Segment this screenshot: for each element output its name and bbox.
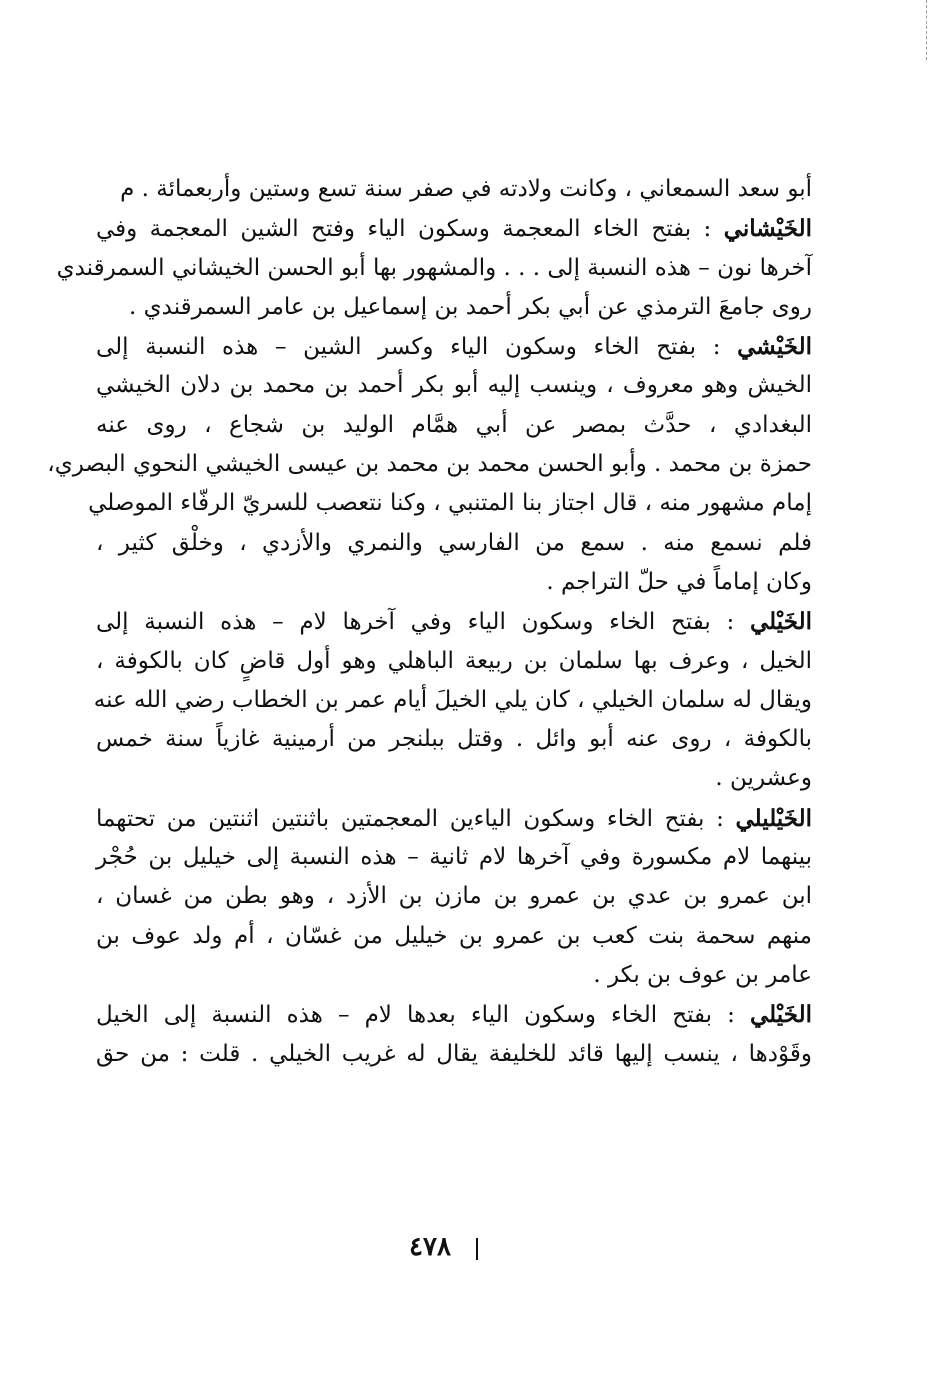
- entry-text: : بفتح الخاء وسكون الياء وكسر الشين – هذه النسبة إلى: [96, 334, 738, 361]
- text-line: [96, 602, 812, 641]
- entry-khayli-1: [93, 602, 812, 798]
- text-column: [47, 170, 812, 1074]
- page-edge-mark: [926, 0, 933, 60]
- entry-khayshani: [56, 209, 812, 327]
- text-line: روى جامعَ الترمذي عن أبي بكر أحمد بن إسماعيل بن عامر السمرقندي .: [129, 293, 812, 320]
- text-line: وقَوْدها ، ينسب إليها قائد للخليفة يقال له غريب الخيلي . قلت : من حق: [96, 1040, 812, 1067]
- text-line: عامر بن عوف بن بكر .: [593, 961, 812, 988]
- entry-text: : بفتح الخاء وسكون الياء بعدها لام – هذه النسبة إلى الخيل: [96, 1002, 751, 1029]
- page-number: ٤٧٨: [409, 1232, 451, 1262]
- text-line: ويقال له سلمان الخيلي ، كان يلي الخيلَ أيام عمر بن الخطاب رضي الله عنه: [93, 686, 812, 713]
- text-line: وعشرين .: [715, 765, 812, 792]
- text-line: فلم نسمع منه . سمع من الفارسي والنمري والأزدي ، وخلْق كثير ،: [96, 529, 812, 556]
- entry-headword: الخَيْشي: [737, 333, 812, 361]
- text-line: [96, 327, 812, 366]
- text-line: [96, 799, 812, 838]
- text-line: ابن عمرو بن عدي بن عمرو بن مازن بن الأزد ، وهو بطن من غسان ،: [96, 883, 812, 910]
- text-line: آخرها نون – هذه النسبة إلى . . . والمشهور بها أبو الحسن الخيشاني السمرقندي: [56, 254, 812, 281]
- entry-headword: الخَيْلي: [750, 1001, 812, 1029]
- text-line: حمزة بن محمد . وأبو الحسن محمد بن محمد بن عيسى الخيشي النحوي البصري،: [47, 451, 812, 478]
- text-line: وكان إماماً في حلّ التراجم .: [546, 568, 812, 595]
- text-line: [96, 209, 812, 248]
- entry-khayshi: [47, 327, 812, 602]
- entry-khaylili: [96, 799, 812, 995]
- text-line: أبو سعد السمعاني ، وكانت ولادته في صفر سنة تسع وستين وأربعمائة . م: [120, 176, 812, 202]
- entry-text: : بفتح الخاء وسكون الياءين المعجمتين باثنتين اثنتين من تحتهما: [96, 805, 736, 832]
- text-line: بينهما لام مكسورة وفي آخرها لام ثانية – هذه النسبة إلى خيليل بن حُجْر: [96, 844, 812, 871]
- page-number-rule: [476, 1238, 478, 1260]
- text-line: [96, 995, 812, 1034]
- text-line: منهم سحمة بنت كعب بن عمرو بن خيليل من غسّان ، أم ولد عوف بن: [96, 922, 812, 949]
- paragraph-continuation: [96, 170, 812, 209]
- text-line: بالكوفة ، روى عنه أبو وائل . وقتل ببلنجر من أرمينية غازياً سنة خمس: [96, 726, 812, 753]
- entry-text: : بفتح الخاء وسكون الياء وفي آخرها لام – هذه النسبة إلى: [96, 609, 751, 636]
- entry-headword: الخَيْلي: [750, 608, 812, 636]
- text-line: البغدادي ، حدَّث بمصر عن أبي همَّام الوليد بن شجاع ، روى عنه: [96, 411, 812, 438]
- entry-khayli-2: [96, 995, 812, 1074]
- text-line: الخيل ، وعرف بها سلمان بن ربيعة الباهلي وهو أول قاضٍ كان بالكوفة ،: [96, 647, 812, 674]
- entry-text: : بفتح الخاء المعجمة وسكون الياء وفتح الشين المعجمة وفي: [96, 216, 724, 243]
- text-line: إمام مشهور منه ، قال اجتاز بنا المتنبي ، وكنا نتعصب للسريّ الرفّاء الموصلي: [88, 490, 812, 517]
- text-line: الخيش وهو معروف ، وينسب إليه أبو بكر أحمد بن محمد بن دلان الخيشي: [96, 372, 812, 399]
- entry-headword: الخَيْشاني: [723, 215, 812, 243]
- entry-headword: الخَيْليلي: [735, 804, 812, 832]
